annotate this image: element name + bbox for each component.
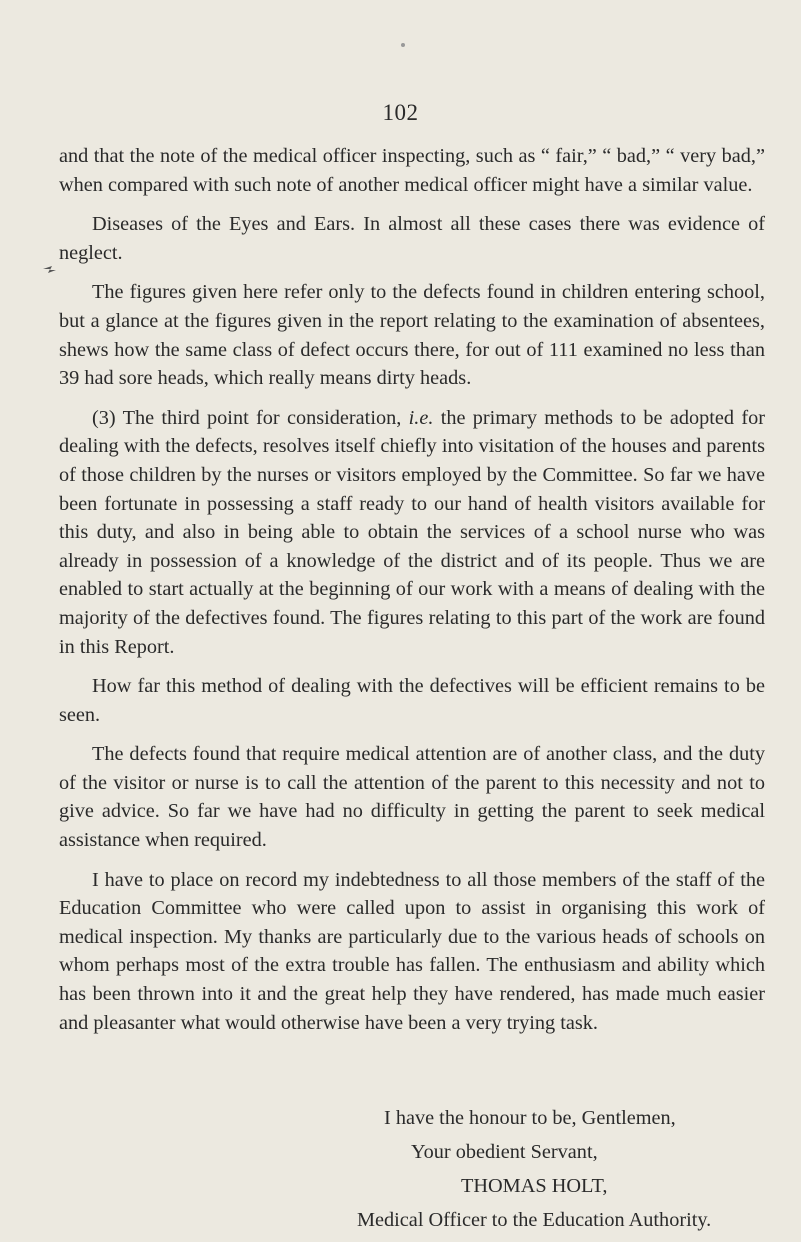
speck-mark	[401, 43, 405, 47]
signature-title: Medical Officer to the Education Authority.	[357, 1209, 712, 1231]
margin-mark-icon	[42, 263, 58, 277]
ie-abbreviation: i.e.	[408, 406, 434, 429]
paragraph-acknowledgements: I have to place on record my indebtedness to all those members of the staff of the Education Committee who were called upon to assist in organising this work of medical inspection. My thanks are particularly due to the various heads of schools on whom perhaps most of the extra trouble has fallen. The enthusiasm and ability which has been thrown into it and the great help they have rendered, has made much easier and pleasanter what would otherwise have been a very trying task.	[59, 868, 765, 1034]
page-number: 102	[382, 100, 419, 125]
paragraph-eyes-ears: Diseases of the Eyes and Ears. In almost all these cases there was evidence of neglect.	[59, 213, 765, 264]
paragraph-note-comparison: and that the note of the medical officer inspecting, such as “ fair,” “ bad,” “ very bad,” when compared with such note of another medical officer might have a similar value.	[59, 145, 765, 196]
closing-servant: Your obedient Servant,	[411, 1141, 598, 1163]
paragraph-third-point: (3) The third point for consideration, i.e. the primary methods to be adopted for dealing with the defects, resolves itself chiefly into visitation of the houses and parents of those children by the nurses or visitors employed by the Committee. So far we have been fortunate in possessing a staff ready to our hand of health visitors available for this duty, and also in being able to obtain the services of a school nurse who was already in possession of a knowledge of the district and of its people. Thus we are enabled to start actually at the beginning of our work with a means of dealing with the majority of the defectives found. The figures relating to this part of the work are found in this Report.	[59, 406, 765, 658]
paragraph-figures: The figures given here refer only to the defects found in children entering school, but a glance at the figures given in the report relating to the examination of absentees, shews how the same class of defect occurs there, for out of 111 examined no less than 39 had sore heads, which really means dirty heads.	[59, 281, 765, 390]
paragraph-method-efficiency: How far this method of dealing with the defectives will be efficient remains to be seen.	[59, 675, 765, 726]
closing-salutation: I have the honour to be, Gentlemen,	[384, 1107, 676, 1129]
body-text	[59, 142, 765, 1048]
paragraph-medical-attention: The defects found that require medical attention are of another class, and the duty of the visitor or nurse is to call the attention of the parent to this necessity and not to give advice. So far we have had no difficulty in getting the parent to seek medical assistance when required.	[59, 743, 765, 852]
signature-name: THOMAS HOLT,	[461, 1175, 608, 1197]
